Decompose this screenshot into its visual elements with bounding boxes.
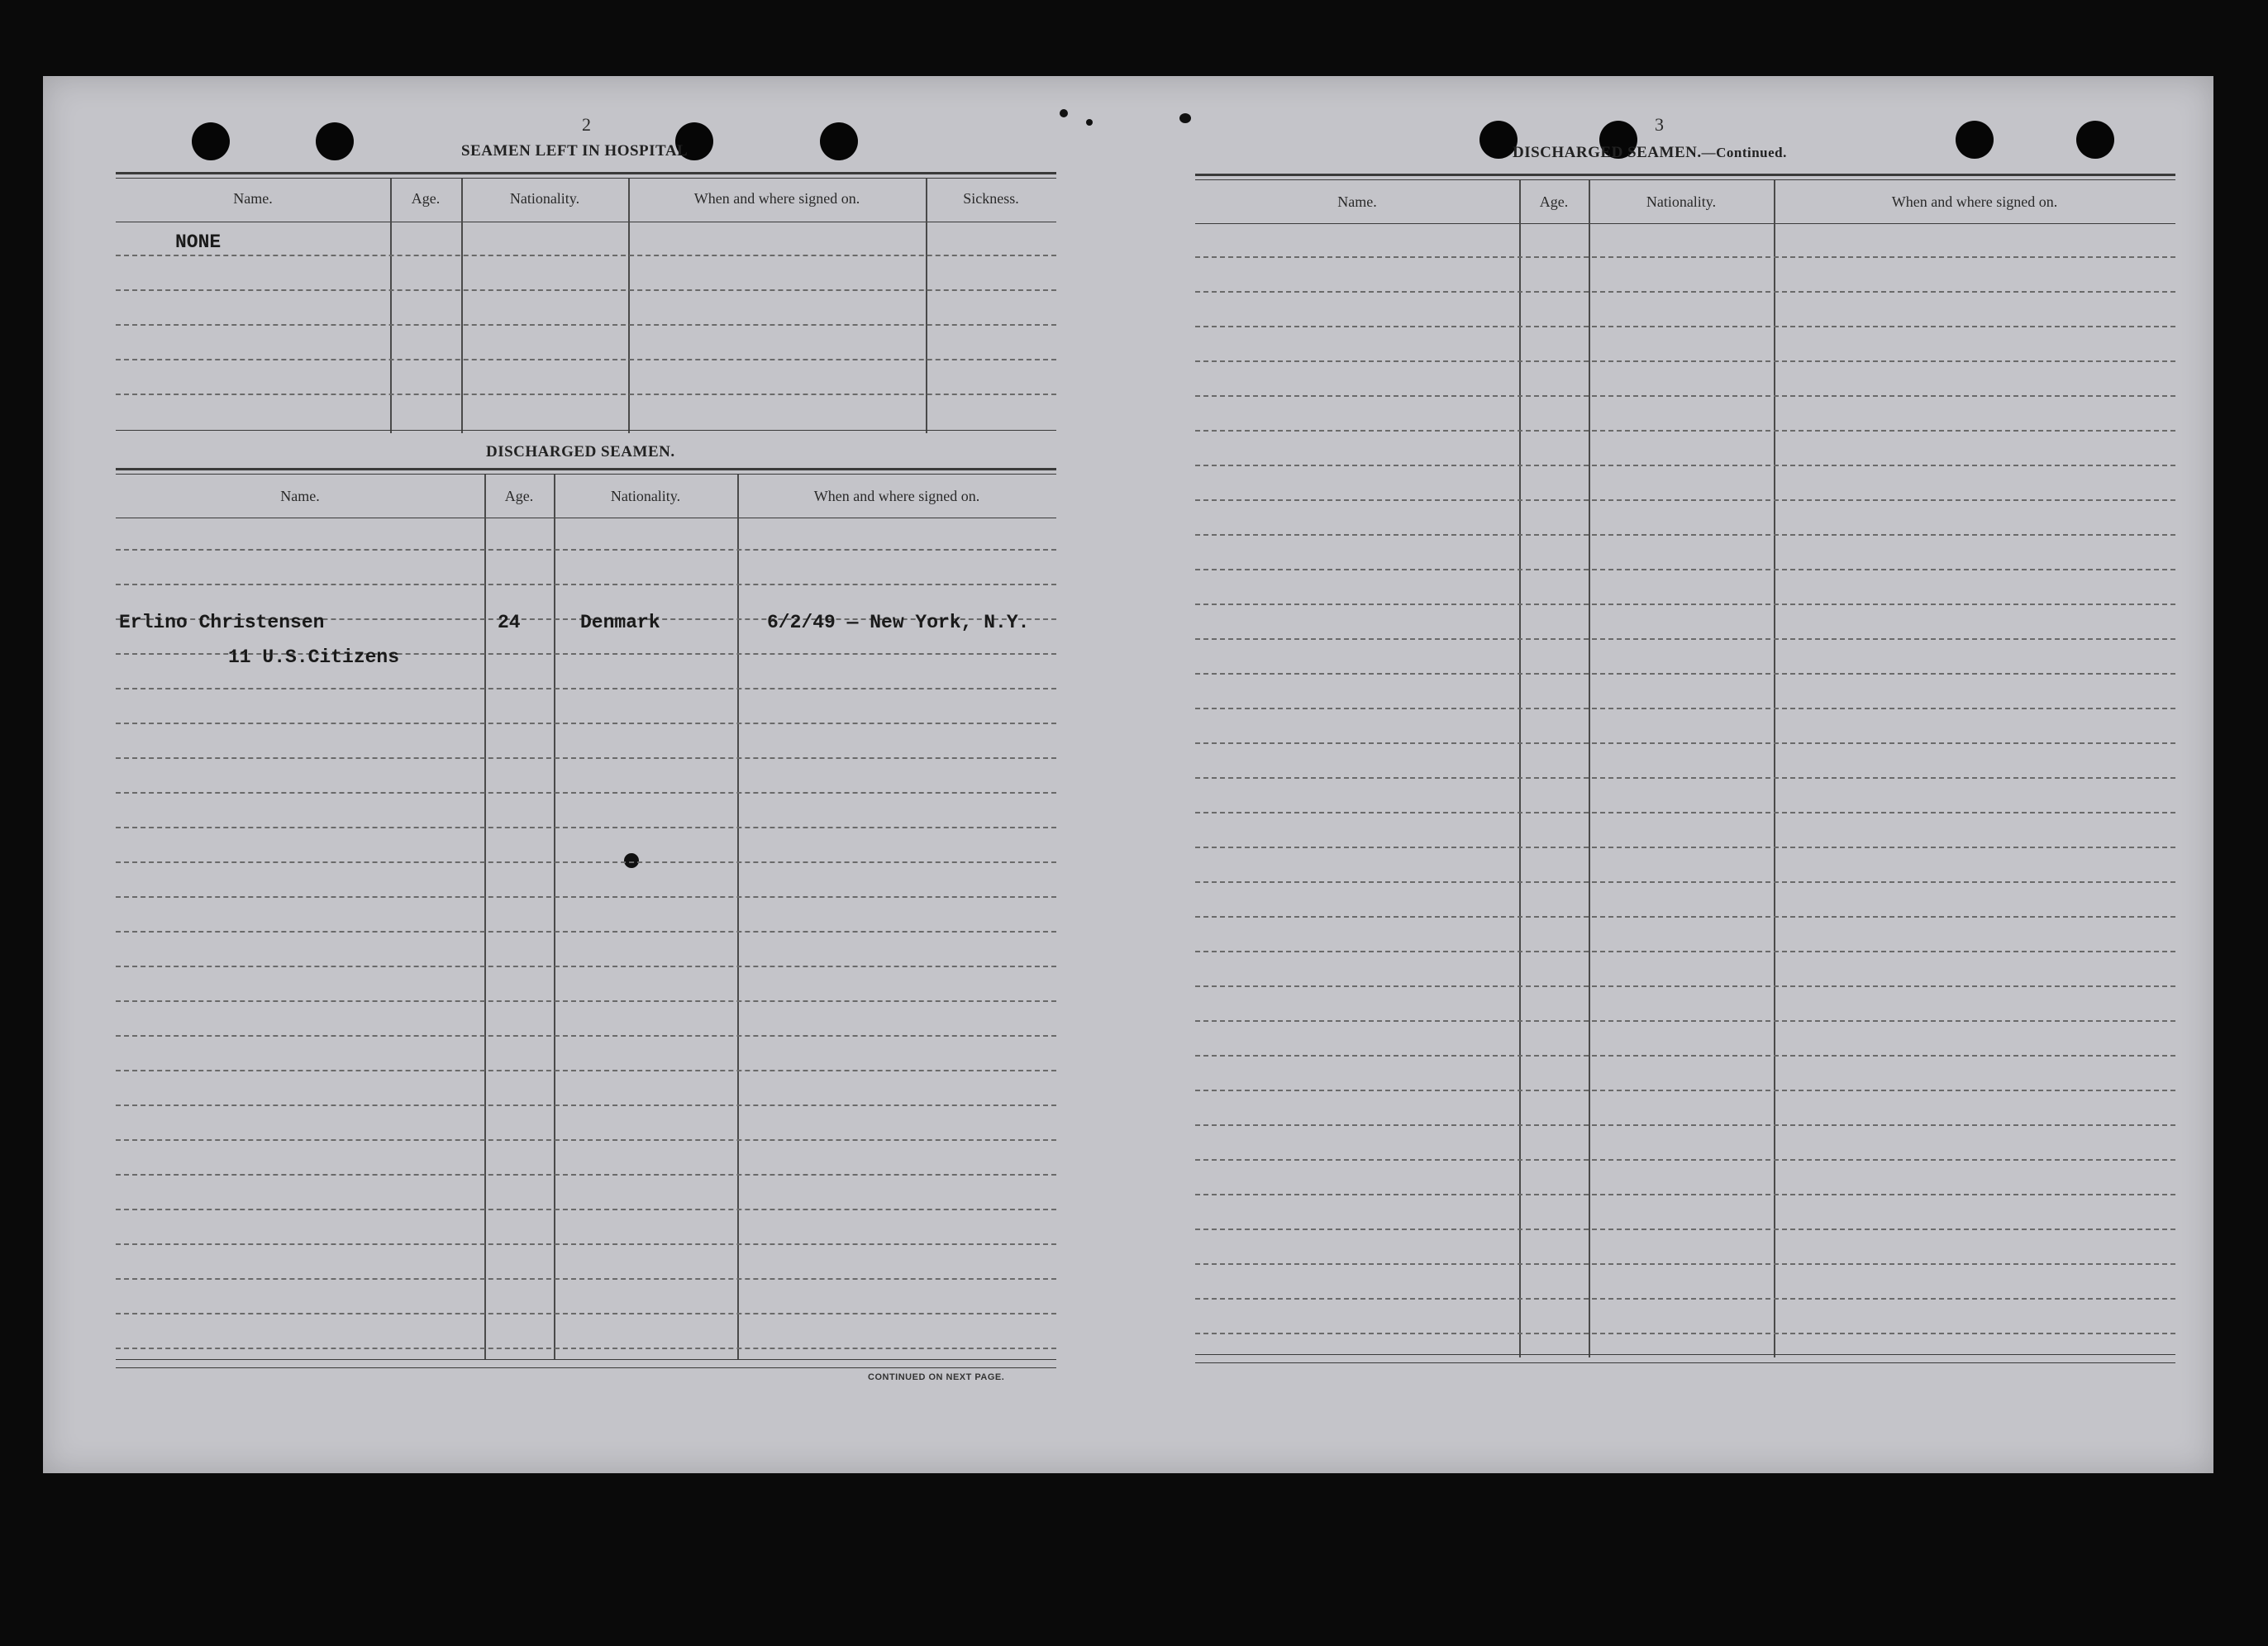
- entry-line: [116, 688, 1056, 689]
- entry-line: [116, 966, 1056, 967]
- header-rule: [1195, 223, 2175, 224]
- discharged-continued-title: [1513, 144, 1787, 162]
- punch-hole: [192, 122, 230, 160]
- entry-line: [1195, 1159, 2175, 1161]
- hospital-entry: NONE: [175, 231, 222, 253]
- column-header-nationality: Nationality.: [509, 190, 580, 207]
- punch-hole: [2076, 121, 2114, 159]
- entry-line: [116, 896, 1056, 898]
- entry-line: [1195, 777, 2175, 779]
- column-header-signed-on: When and where signed on.: [813, 488, 980, 504]
- column-header-age: Age.: [411, 190, 441, 207]
- entry-line: [116, 1000, 1056, 1002]
- column-header-nationality: Nationality.: [610, 488, 681, 504]
- entry-line: [116, 861, 1056, 863]
- entry-line: [116, 1278, 1056, 1280]
- entry-line: [116, 1104, 1056, 1106]
- seaman-signed-on: 6/2/49 — New York, N.Y.: [767, 612, 1030, 633]
- entry-line: [1195, 569, 2175, 570]
- table-bottom-rule: [1195, 1362, 2175, 1363]
- entry-line: [1195, 673, 2175, 675]
- entry-line: [1195, 1263, 2175, 1265]
- column-header-sickness: Sickness.: [963, 190, 1019, 207]
- entry-line: [116, 1035, 1056, 1037]
- entry-line: [1195, 916, 2175, 918]
- entry-line: [1195, 430, 2175, 432]
- entry-line: [1195, 638, 2175, 640]
- seaman-name: Erlino Christensen: [119, 612, 325, 633]
- citizens-note: 11 U.S.Citizens: [228, 646, 400, 668]
- entry-line: [1195, 812, 2175, 813]
- table-bottom-rule: [116, 1367, 1056, 1368]
- table-top-rule: [1195, 174, 2175, 176]
- table-bottom-rule: [116, 1359, 1056, 1360]
- entry-line: [116, 1348, 1056, 1349]
- continued-suffix: —Continued.: [1701, 145, 1787, 160]
- entry-line: [1195, 1229, 2175, 1230]
- entry-line: [1195, 1333, 2175, 1334]
- table-top-rule: [116, 474, 1056, 475]
- ink-speck: [1060, 109, 1068, 117]
- continued-footer: CONTINUED ON NEXT PAGE.: [868, 1372, 1005, 1382]
- discharged-table: [116, 468, 1056, 1371]
- entry-line: [116, 1243, 1056, 1245]
- entry-line: [116, 792, 1056, 794]
- entry-line: [1195, 1090, 2175, 1091]
- hospital-table: [116, 172, 1056, 430]
- entry-line: [116, 723, 1056, 724]
- entry-line: [116, 757, 1056, 759]
- entry-line: [1195, 742, 2175, 744]
- entry-line: [1195, 1055, 2175, 1057]
- discharged-section-title: DISCHARGED SEAMEN.: [486, 443, 675, 460]
- entry-line: [1195, 256, 2175, 258]
- discharged-table-continued: [1195, 174, 2175, 1364]
- entry-line: [116, 1174, 1056, 1176]
- column-divider: [737, 475, 739, 1359]
- entry-line: [1195, 708, 2175, 709]
- page-number-right: 3: [1655, 114, 1664, 135]
- document-sheet: [43, 76, 2213, 1473]
- entry-line: [116, 584, 1056, 585]
- discharged-title-text: DISCHARGED SEAMEN.: [1513, 144, 1702, 161]
- column-header-signed-on: When and where signed on.: [693, 190, 860, 207]
- entry-line: [1195, 326, 2175, 327]
- entry-line: [1195, 1124, 2175, 1126]
- entry-line: [1195, 881, 2175, 883]
- table-bottom-rule: [1195, 1354, 2175, 1355]
- ink-speck: [1086, 119, 1093, 126]
- entry-line: [1195, 951, 2175, 952]
- table-top-rule: [116, 468, 1056, 470]
- entry-line: [1195, 847, 2175, 848]
- entry-line: [116, 359, 1056, 360]
- column-header-name: Name.: [280, 488, 320, 504]
- entry-line: [1195, 604, 2175, 605]
- column-divider: [484, 475, 486, 1359]
- column-divider: [554, 475, 555, 1359]
- seaman-nationality: Denmark: [580, 612, 660, 633]
- entry-line: [116, 1139, 1056, 1141]
- entry-line: [116, 255, 1056, 256]
- entry-line: [1195, 1298, 2175, 1300]
- punch-hole: [1956, 121, 1994, 159]
- column-header-signed-on: When and where signed on.: [1891, 193, 2058, 210]
- entry-line: [116, 1070, 1056, 1071]
- entry-line: [116, 289, 1056, 291]
- page-number-left: 2: [582, 114, 591, 135]
- column-header-nationality: Nationality.: [1646, 193, 1717, 210]
- column-divider: [1774, 180, 1775, 1357]
- column-header-age: Age.: [504, 488, 534, 504]
- seaman-age: 24: [498, 612, 521, 633]
- entry-line: [1195, 985, 2175, 987]
- entry-line: [1195, 1194, 2175, 1195]
- column-header-age: Age.: [1539, 193, 1569, 210]
- entry-line: [116, 324, 1056, 326]
- entry-line: [1195, 395, 2175, 397]
- entry-line: [1195, 291, 2175, 293]
- entry-line: [1195, 360, 2175, 362]
- table-top-rule: [116, 172, 1056, 174]
- hospital-section-title: SEAMEN LEFT IN HOSPITAL: [461, 142, 688, 160]
- entry-line: [1195, 499, 2175, 501]
- table-bottom-rule: [116, 430, 1056, 431]
- table-top-rule: [116, 178, 1056, 179]
- column-header-name: Name.: [233, 190, 273, 207]
- column-divider: [1519, 180, 1521, 1357]
- punch-hole: [316, 122, 354, 160]
- table-top-rule: [1195, 179, 2175, 180]
- entry-line: [116, 1209, 1056, 1210]
- entry-line: [1195, 534, 2175, 536]
- column-divider: [1589, 180, 1590, 1357]
- entry-line: [1195, 1020, 2175, 1022]
- entry-line: [116, 931, 1056, 933]
- entry-line: [116, 1313, 1056, 1314]
- column-header-name: Name.: [1337, 193, 1377, 210]
- entry-line: [116, 549, 1056, 551]
- entry-line: [1195, 465, 2175, 466]
- punch-hole: [820, 122, 858, 160]
- entry-line: [116, 827, 1056, 828]
- entry-line: [116, 394, 1056, 395]
- ink-speck: [1179, 113, 1191, 123]
